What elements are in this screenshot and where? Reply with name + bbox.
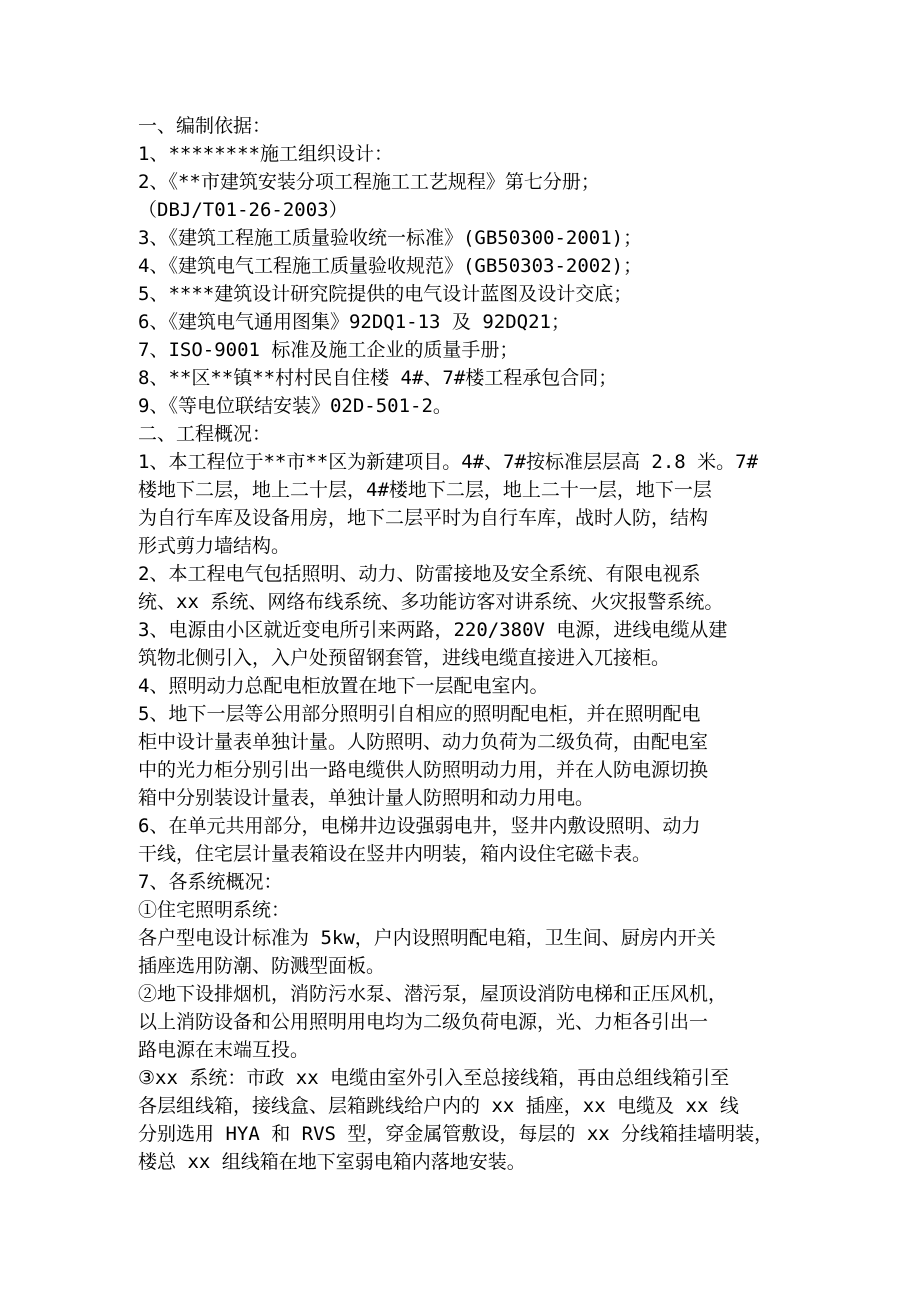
- overview-paragraph-5-line: 中的光力柜分别引出一路电缆供人防照明动力用，并在人防电源切换: [138, 759, 709, 781]
- system-item-2-line: 路电源在末端互投。: [138, 1039, 310, 1061]
- system-item-2-line: 以上消防设备和公用照明用电均为二级负荷电源，光、力柜各引出一: [138, 1011, 709, 1033]
- overview-paragraph-3-line: 3、电源由小区就近变电所引来两路，220/380V 电源，进线电缆从建: [138, 619, 728, 641]
- system-item-3-line: 各层组线箱，接线盒、层箱跳线给户内的 xx 插座，xx 电缆及 xx 线: [138, 1095, 739, 1117]
- basis-item-2: 2、《**市建筑安装分项工程施工工艺规程》第七分册；: [138, 171, 600, 193]
- system-item-3-line: ③xx 系统：市政 xx 电缆由室外引入至总接线箱，再由总组线箱引至: [138, 1067, 730, 1089]
- lighting-paragraph-line: 各户型电设计标准为 5kw，户内设照明配电箱，卫生间、厨房内开关: [138, 927, 716, 949]
- basis-item-3: 3、《建筑工程施工质量验收统一标准》(GB50300-2001)；: [138, 227, 643, 249]
- overview-paragraph-6-line: 6、在单元共用部分，电梯井边设强弱电井，竖井内敷设照明、动力: [138, 815, 701, 837]
- section-heading-basis: 一、编制依据：: [138, 115, 272, 137]
- document-body: [138, 112, 784, 1176]
- basis-item-9: 9、《等电位联结安装》02D-501-2。: [138, 395, 452, 417]
- overview-paragraph-6-line: 干线，住宅层计量表箱设在竖井内明装，箱内设住宅磁卡表。: [138, 843, 652, 865]
- system-item-2-line: ②地下设排烟机，消防污水泵、潜污泵，屋顶设消防电梯和正压风机，: [138, 983, 728, 1005]
- overview-paragraph-3-line: 筑物北侧引入，入户处预留钢套管，进线电缆直接进入兀接柜。: [138, 647, 671, 669]
- overview-paragraph-1-line: 楼地下二层，地上二十层，4#楼地下二层，地上二十一层，地下一层: [138, 479, 712, 501]
- overview-paragraph-1-line: 1、本工程位于**市**区为新建项目。4#、7#按标准层层高 2.8 米。7#: [138, 451, 759, 473]
- overview-paragraph-5-line: 箱中分别装设计量表，单独计量人防照明和动力用电。: [138, 787, 595, 809]
- system-item-3-line: 分别选用 HYA 和 RVS 型，穿金属管敷设，每层的 xx 分线箱挂墙明装，: [138, 1123, 774, 1145]
- overview-paragraph-2-line: 2、本工程电气包括照明、动力、防雷接地及安全系统、有限电视系: [138, 563, 701, 585]
- system-heading-lighting: ①住宅照明系统：: [138, 899, 291, 921]
- overview-paragraph-1-line: 为自行车库及设备用房，地下二层平时为自行车库，战时人防，结构: [138, 507, 709, 529]
- basis-item-5: 5、****建筑设计研究院提供的电气设计蓝图及设计交底；: [138, 283, 633, 305]
- basis-item-8: 8、**区**镇**村村民自住楼 4#、7#楼工程承包合同；: [138, 367, 618, 389]
- basis-item-4: 4、《建筑电气工程施工质量验收规范》(GB50303-2002)；: [138, 255, 643, 277]
- system-item-3-line: 楼总 xx 组线箱在地下室弱电箱内落地安装。: [138, 1151, 526, 1173]
- basis-item-2-code: （DBJ/T01-26-2003）: [138, 199, 348, 221]
- basis-item-6: 6、《建筑电气通用图集》92DQ1-13 及 92DQ21；: [138, 311, 570, 333]
- overview-paragraph-5-line: 5、地下一层等公用部分照明引自相应的照明配电柜，并在照明配电: [138, 703, 701, 725]
- lighting-paragraph-line: 插座选用防潮、防溅型面板。: [138, 955, 386, 977]
- overview-paragraph-2-line: 统、xx 系统、网络布线系统、多功能访客对讲系统、火灾报警系统。: [138, 591, 724, 613]
- overview-paragraph-1-line: 形式剪力墙结构。: [138, 535, 291, 557]
- overview-paragraph-5-line: 柜中设计量表单独计量。人防照明、动力负荷为二级负荷，由配电室: [138, 731, 709, 753]
- basis-item-1: 1、********施工组织设计：: [138, 143, 393, 165]
- overview-paragraph-4-line: 4、照明动力总配电柜放置在地下一层配电室内。: [138, 675, 549, 697]
- basis-item-7: 7、ISO-9001 标准及施工企业的质量手册；: [138, 339, 519, 361]
- subsection-heading-systems: 7、各系统概况：: [138, 871, 283, 893]
- section-heading-overview: 二、工程概况：: [138, 423, 272, 445]
